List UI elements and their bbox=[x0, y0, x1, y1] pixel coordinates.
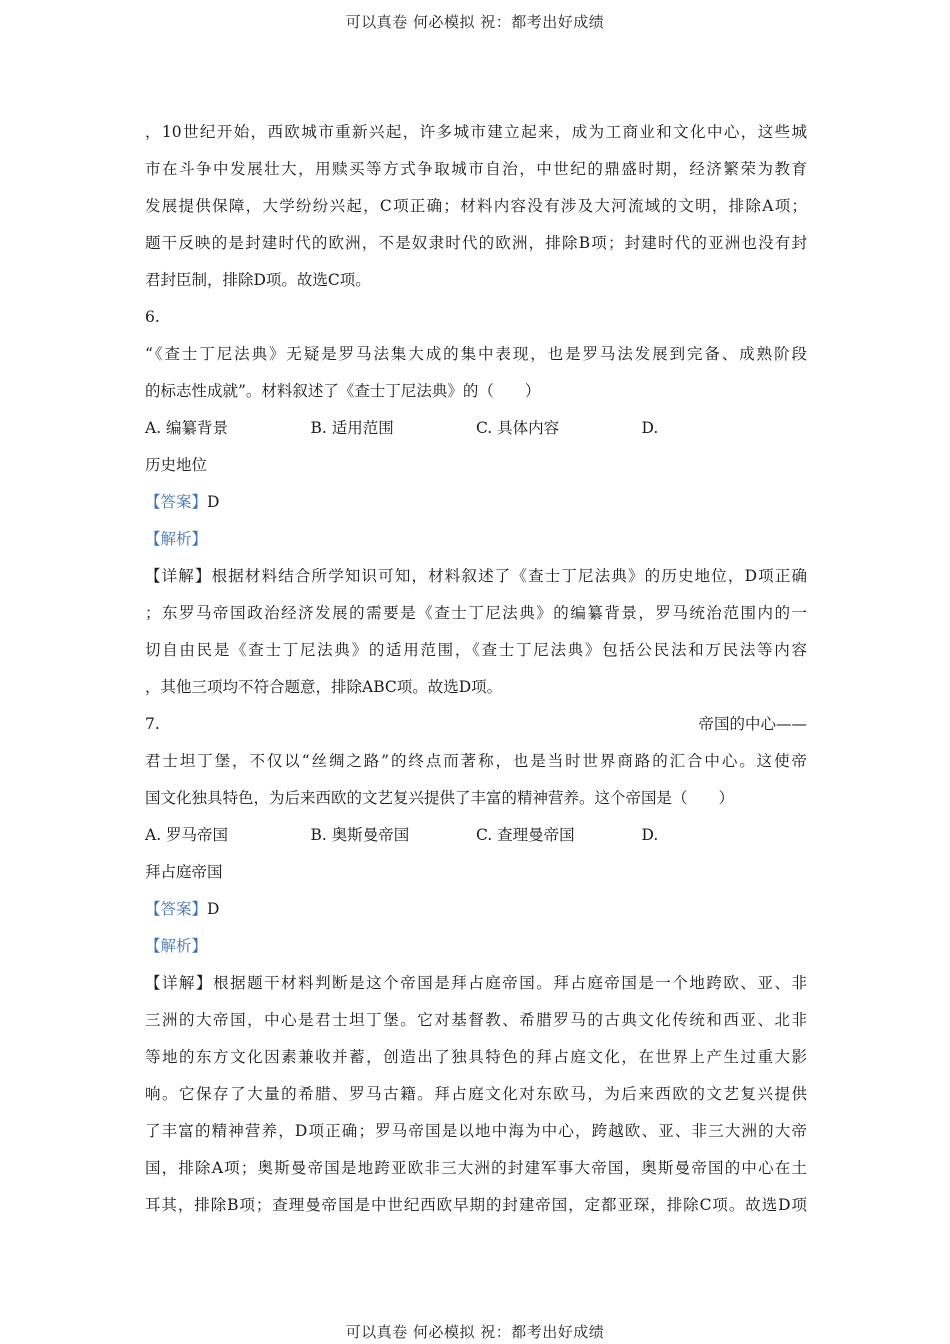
answer-value: D bbox=[207, 493, 220, 511]
detail-line: 等地的东方文化因素兼收并蓄，创造出了独具特色的拜占庭文化，在世界上产生过重大影 bbox=[145, 1048, 807, 1066]
analysis-tag: 【解析】 bbox=[145, 937, 208, 955]
detail-line: 国，排除A项；奥斯曼帝国是地跨亚欧非三大洲的封建军事大帝国，奥斯曼帝国的中心在土 bbox=[145, 1159, 807, 1177]
detail-line: 耳其，排除B项；查理曼帝国是中世纪西欧早期的封建帝国，定都亚琛，排除C项。故选D项 bbox=[145, 1196, 807, 1214]
answer-line bbox=[145, 891, 807, 928]
detail-line: ，其他三项均不符合题意，排除ABC项。故选D项。 bbox=[145, 678, 503, 696]
detail-tag: 【详解】 bbox=[145, 567, 212, 585]
options-row bbox=[145, 817, 807, 854]
question-stem: “《查士丁尼法典》无疑是罗马法集大成的集中表现，也是罗马法发展到完备、成熟阶段 bbox=[145, 345, 807, 363]
text-line: 题干反映的是封建时代的欧洲，不是奴隶时代的欧洲，排除B项；封建时代的亚洲也没有封 bbox=[145, 234, 807, 252]
answer-value: D bbox=[207, 900, 220, 918]
option-d: D. bbox=[641, 419, 659, 437]
question-number: 7. bbox=[145, 715, 160, 733]
text-line: 君封臣制，排除D项。故选C项。 bbox=[145, 271, 371, 289]
detail-line bbox=[145, 965, 807, 1002]
question-stem-start: 帝国的中心—— bbox=[698, 715, 807, 733]
detail-line: 响。它保存了大量的希腊、罗马古籍。拜占庭文化对东欧马，为后来西欧的文艺复兴提供 bbox=[145, 1085, 807, 1103]
option-d-text: 历史地位 bbox=[145, 456, 208, 474]
analysis-tag: 【解析】 bbox=[145, 530, 208, 548]
detail-line: 三洲的大帝国，中心是君士坦丁堡。它对基督教、希腊罗马的古典文化传统和西亚、北非 bbox=[145, 1011, 807, 1029]
detail-line: 了丰富的精神营养，D项正确；罗马帝国是以地中海为中心，跨越欧、亚、非三大洲的大帝 bbox=[145, 1122, 807, 1140]
text-line: 市在斗争中发展壮大，用赎买等方式争取城市自治，中世纪的鼎盛时期，经济繁荣为教育 bbox=[145, 160, 807, 178]
answer-tag: 【答案】 bbox=[145, 493, 208, 511]
answer-line bbox=[145, 484, 807, 521]
detail-line bbox=[145, 558, 807, 595]
question-stem: 的标志性成就”。材料叙述了《查士丁尼法典》的（ ） bbox=[145, 382, 541, 400]
detail-line: 切自由民是《查士丁尼法典》的适用范围，《查士丁尼法典》包括公民法和万民法等内容 bbox=[145, 641, 807, 659]
detail-tag: 【详解】 bbox=[145, 974, 214, 992]
option-a: A. 罗马帝国 bbox=[145, 826, 229, 844]
option-d-text: 拜占庭帝国 bbox=[145, 863, 223, 881]
option-c: C. 具体内容 bbox=[476, 419, 560, 437]
analysis-line bbox=[145, 521, 807, 558]
answer-tag: 【答案】 bbox=[145, 900, 208, 918]
option-a: A. 编纂背景 bbox=[145, 419, 229, 437]
question-stem: 君士坦丁堡，不仅以“丝绸之路”的终点而著称，也是当时世界商路的汇合中心。这使帝 bbox=[145, 752, 807, 770]
options-row bbox=[145, 410, 807, 447]
document-body bbox=[145, 114, 807, 1224]
detail-text: 根据材料结合所学知识可知，材料叙述了《查士丁尼法典》的历史地位，D项正确 bbox=[211, 567, 807, 585]
question-header-row bbox=[145, 706, 807, 743]
question-number: 6. bbox=[145, 308, 160, 326]
question-stem: 国文化独具特色，为后来西欧的文艺复兴提供了丰富的精神营养。这个帝国是（ ） bbox=[145, 789, 735, 807]
option-c: C. 查理曼帝国 bbox=[476, 826, 575, 844]
text-line: 发展提供保障，大学纷纷兴起，C项正确；材料内容没有涉及大河流域的文明，排除A项； bbox=[145, 197, 807, 215]
option-b: B. 适用范围 bbox=[310, 419, 394, 437]
page-footer: 可以真卷 何必模拟 祝：都考出好成绩 bbox=[345, 1323, 605, 1341]
text-line: ，10世纪开始，西欧城市重新兴起，许多城市建立起来，成为工商业和文化中心，这些城 bbox=[145, 123, 807, 141]
detail-text: 根据题干材料判断是这个帝国是拜占庭帝国。拜占庭帝国是一个地跨欧、亚、非 bbox=[213, 974, 807, 992]
page-header: 可以真卷 何必模拟 祝：都考出好成绩 bbox=[345, 13, 605, 31]
option-b: B. 奥斯曼帝国 bbox=[310, 826, 410, 844]
option-d: D. bbox=[641, 826, 659, 844]
analysis-line bbox=[145, 928, 807, 965]
detail-line: ；东罗马帝国政治经济发展的需要是《查士丁尼法典》的编纂背景，罗马统治范围内的一 bbox=[145, 604, 807, 622]
